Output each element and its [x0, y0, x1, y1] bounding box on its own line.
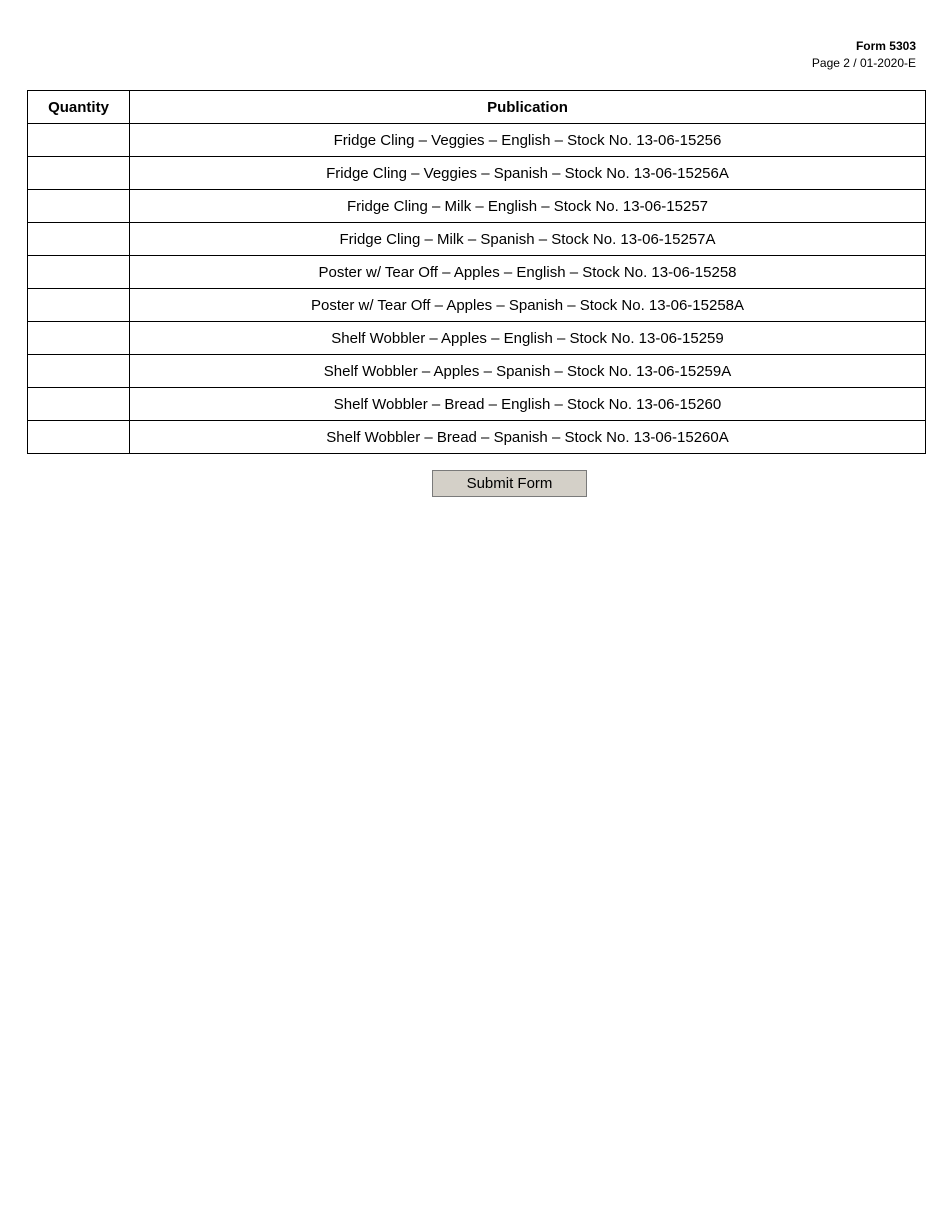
table-row	[28, 157, 926, 190]
table-row	[28, 322, 926, 355]
quantity-input[interactable]	[28, 421, 129, 453]
table-row	[28, 256, 926, 289]
quantity-cell	[28, 124, 130, 157]
publication-cell: Poster w/ Tear Off – Apples – Spanish – Stock No. 13-06-15258A	[130, 289, 926, 322]
publication-column-header: Publication	[130, 91, 926, 124]
quantity-input[interactable]	[28, 124, 129, 156]
publication-cell: Poster w/ Tear Off – Apples – English – Stock No. 13-06-15258	[130, 256, 926, 289]
quantity-cell	[28, 388, 130, 421]
table-row	[28, 223, 926, 256]
quantity-cell	[28, 421, 130, 454]
quantity-input[interactable]	[28, 256, 129, 288]
publication-cell: Fridge Cling – Veggies – English – Stock No. 13-06-15256	[130, 124, 926, 157]
quantity-input[interactable]	[28, 289, 129, 321]
publication-order-table	[27, 90, 926, 454]
publication-cell: Fridge Cling – Milk – Spanish – Stock No. 13-06-15257A	[130, 223, 926, 256]
form-header	[812, 38, 916, 72]
quantity-cell	[28, 157, 130, 190]
submit-form-button[interactable]: Submit Form	[432, 470, 587, 497]
table-row	[28, 421, 926, 454]
quantity-cell	[28, 322, 130, 355]
page-info: Page 2 / 01-2020-E	[811, 56, 916, 70]
publication-cell: Fridge Cling – Veggies – Spanish – Stock No. 13-06-15256A	[130, 157, 926, 190]
table-row	[28, 388, 926, 421]
form-number: Form 5303	[855, 39, 916, 53]
quantity-cell	[28, 256, 130, 289]
quantity-input[interactable]	[28, 355, 129, 387]
publication-cell: Shelf Wobbler – Bread – Spanish – Stock No. 13-06-15260A	[130, 421, 926, 454]
quantity-cell	[28, 190, 130, 223]
table-row	[28, 355, 926, 388]
quantity-input[interactable]	[28, 223, 129, 255]
quantity-input[interactable]	[28, 157, 129, 189]
quantity-input[interactable]	[28, 190, 129, 222]
publication-cell: Fridge Cling – Milk – English – Stock No. 13-06-15257	[130, 190, 926, 223]
publication-cell: Shelf Wobbler – Apples – English – Stock No. 13-06-15259	[130, 322, 926, 355]
quantity-cell	[28, 355, 130, 388]
publication-cell: Shelf Wobbler – Apples – Spanish – Stock No. 13-06-15259A	[130, 355, 926, 388]
publication-cell: Shelf Wobbler – Bread – English – Stock No. 13-06-15260	[130, 388, 926, 421]
table-header-row	[28, 91, 926, 124]
quantity-input[interactable]	[28, 322, 129, 354]
table-row	[28, 289, 926, 322]
table-row	[28, 124, 926, 157]
quantity-cell	[28, 289, 130, 322]
table-row	[28, 190, 926, 223]
quantity-cell	[28, 223, 130, 256]
quantity-input[interactable]	[28, 388, 129, 420]
quantity-column-header: Quantity	[28, 91, 130, 124]
